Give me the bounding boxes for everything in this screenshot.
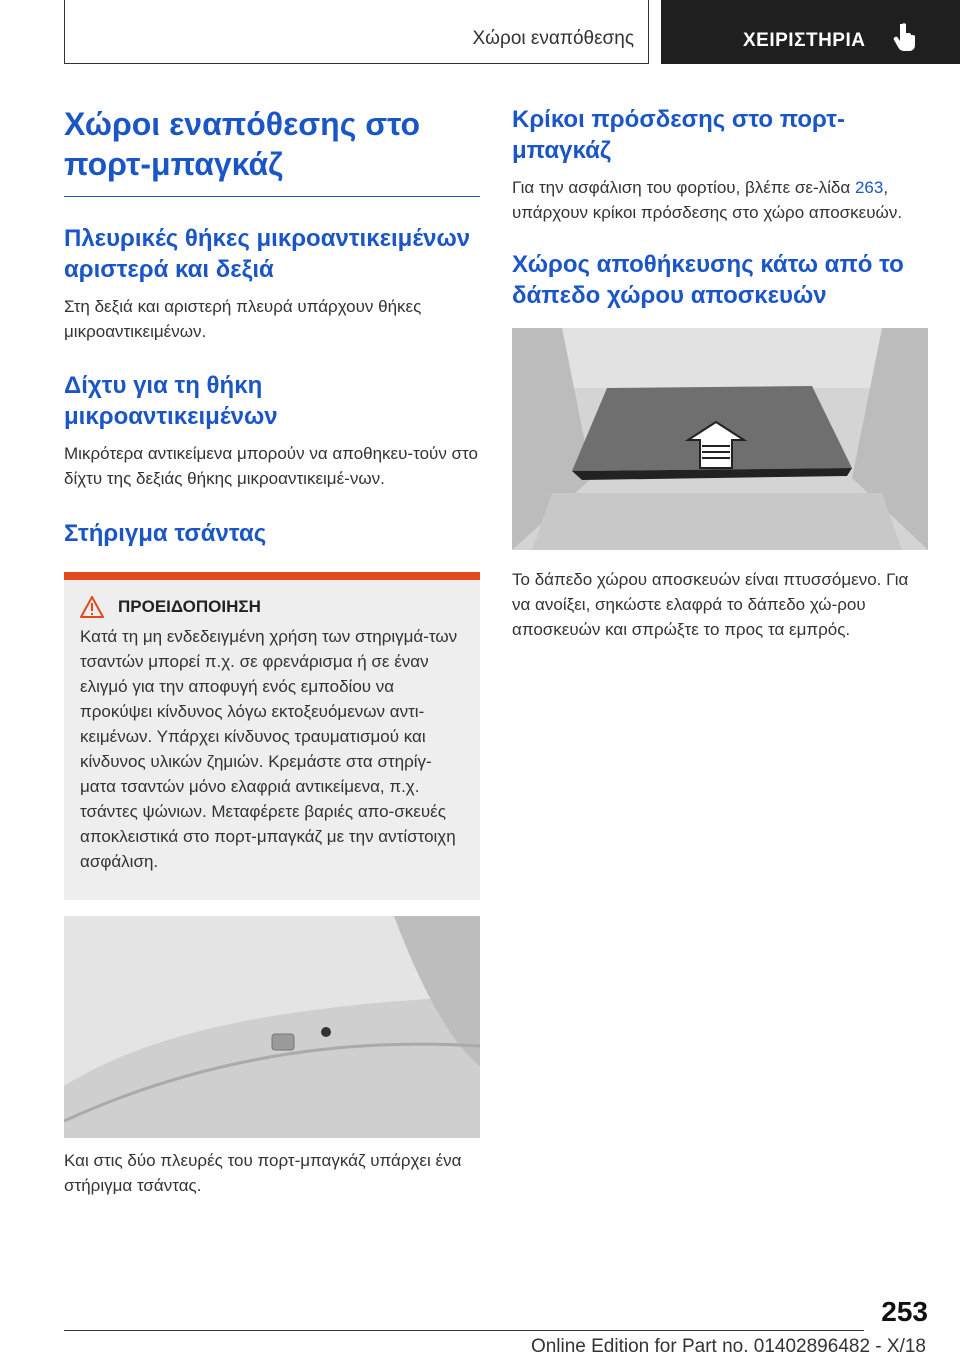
heading-lashing-eyes: Κρίκοι πρόσδεσης στο πορτ-μπαγκάζ [512,106,845,164]
caption-underfloor: Το δάπεδο χώρου αποσκευών είναι πτυσσόμενο. Για να ανοίξει, σηκώστε ελαφρά το δάπεδο χώ-ρου αποσκευών και σπρώξτε το προς τα εμπρός. [512,570,909,639]
right-column [512,104,928,642]
warning-title: ΠΡΟΕΙΔΟΠΟΙΗΣΗ [118,597,261,616]
warning-triangle-icon [80,596,104,618]
warning-box [64,576,480,900]
caption-bag-hook: Και στις δύο πλευρές του πορτ-μπαγκάζ υπάρχει ένα στήριγμα τσάντας. [64,1151,462,1195]
bag-hook-photo [64,916,480,1138]
text-lashing-b: , υπάρχουν κρίκοι πρόσδεσης στο χώρο αποσκευών. [512,178,903,222]
page-reference-link[interactable]: 263 [854,178,884,197]
footer-edition: Online Edition for Part no. 01402896482 - X/18 [530,1336,926,1357]
title-rule [64,196,480,197]
text-side-compartments: Στη δεξιά και αριστερή πλευρά υπάρχουν θήκες μικροαντικειμένων. [64,297,422,341]
header-chapter-tab [661,0,960,64]
heading-net: Δίχτυ για τη θήκη μικροαντικειμένων [64,372,278,430]
page-title: Χώροι εναπόθεσης στο πορτ-μπαγκάζ [64,106,421,182]
header-section-title: Χώροι εναπόθεσης [472,28,634,49]
header-box [64,0,649,64]
underfloor-storage-photo [512,328,928,550]
page-number: 253 [881,1296,928,1327]
text-net: Μικρότερα αντικείμενα μπορούν να αποθηκευ-τούν στο δίχτυ της δεξιάς θήκης μικροαντικειμέ-νων. [64,444,478,488]
footer-rule [64,1330,864,1331]
text-lashing-a: Για την ασφάλιση του φορτίου, βλέπε σε-λίδα [512,178,855,197]
heading-bag-hook: Στήριγμα τσάντας [64,520,267,547]
heading-underfloor-storage: Χώρος αποθήκευσης κάτω από το δάπεδο χώρου αποσκευών [512,251,904,309]
warning-text: Κατά τη μη ενδεδειγμένη χρήση των στηριγμά-των τσαντών μπορεί π.χ. σε φρενάρισμα ή σε έναν ελιγμό για την αποφυγή ενός εμποδίου να προκύψει κίνδυνος λόγω εκτοξευόμενων αντι-κειμένων. Υπάρχει κίνδυνος τραυματισμού και κίνδυνος υλικών ζημιών. Κρεμάστε στα στηρίγ-ματα τσαντών μόνο ελαφριά αντικείμενα, π.χ. τσάντες ψώνιων. Μεταφέρετε βαριές απο-σκευές αποκλειστικά στο πορτ-μπαγκάζ με την αντίστοιχη ασφάλιση. [80,627,458,871]
left-column [64,104,480,1198]
warning-bar [64,572,480,580]
text-lashing-eyes [512,175,928,225]
header-chapter-label: ΧΕΙΡΙΣΤΗΡΙΑ [743,30,866,51]
pointing-hand-icon [893,22,919,52]
heading-side-compartments: Πλευρικές θήκες μικροαντικειμένων αριστερά και δεξιά [64,225,471,283]
